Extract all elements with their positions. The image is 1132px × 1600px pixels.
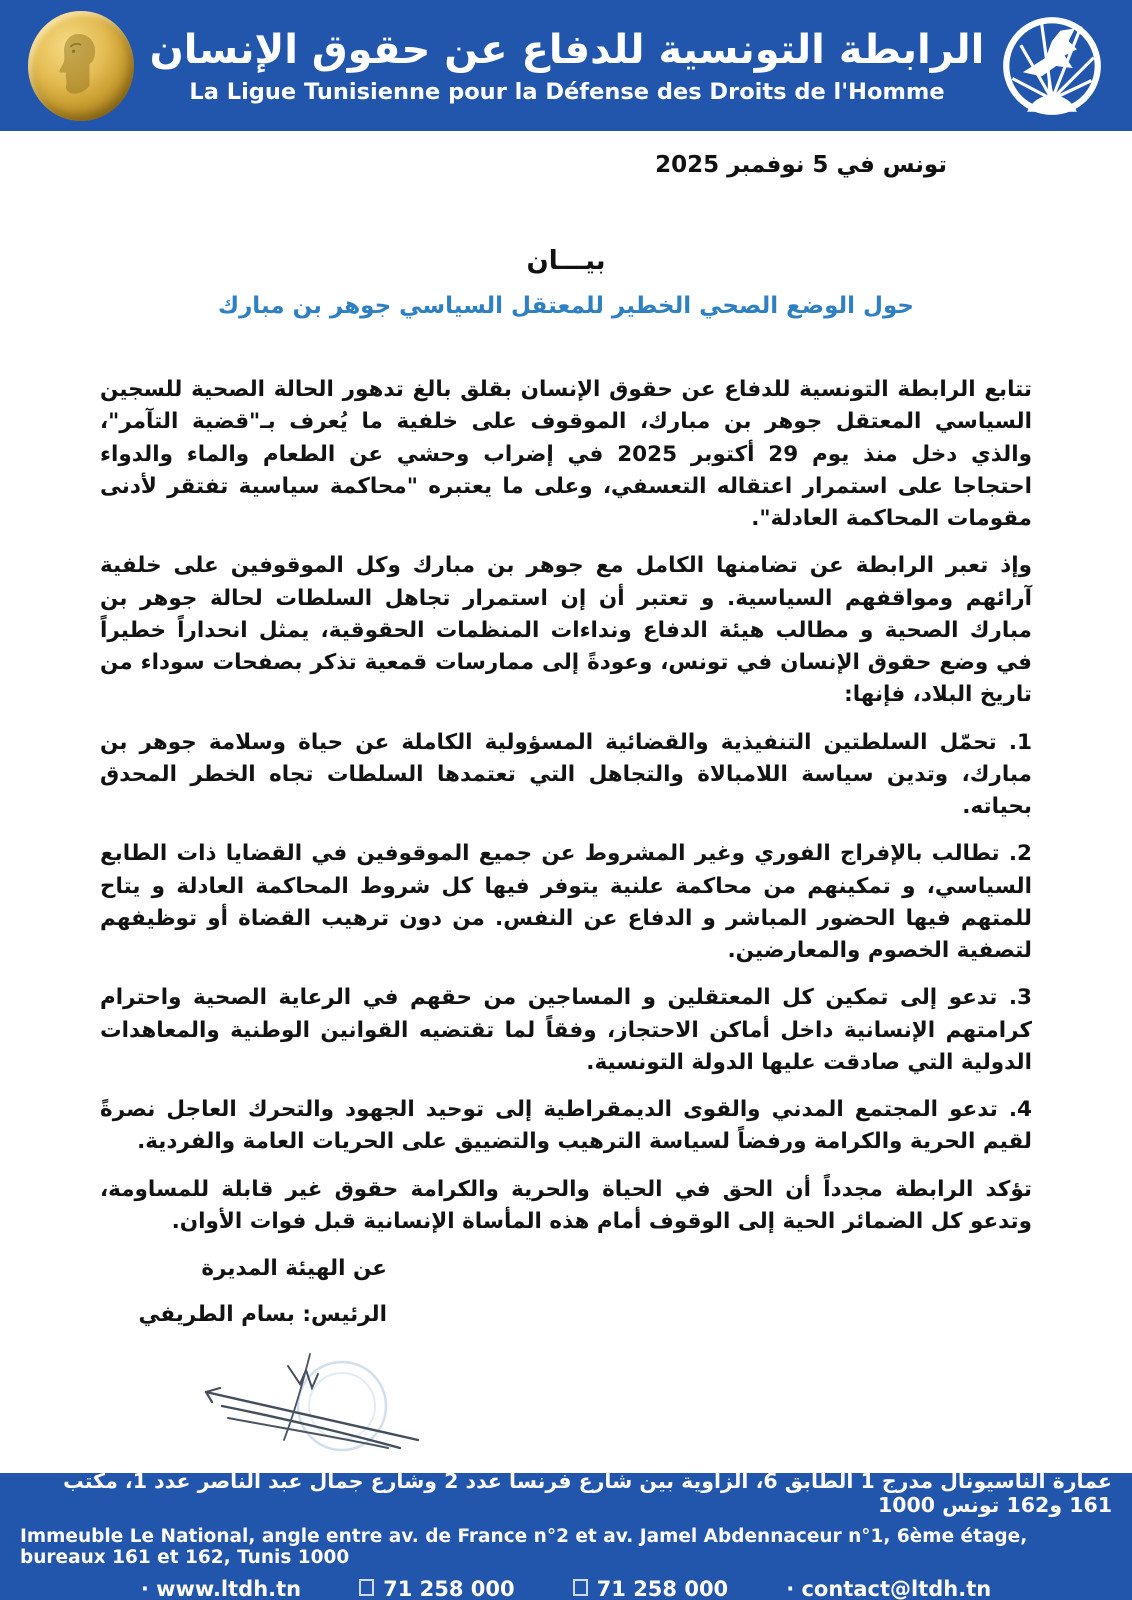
list-item-1: 1. تحمّل السلطتين التنفيذية والقضائية المسؤولية الكاملة عن حياة وسلامة جوهر بن مبارك، وتدين سياسة اللامبالاة والتجاهل التي تعتمدها السلطات تجاه الخطر المحدق بحياته. bbox=[100, 729, 1032, 819]
website-link[interactable]: · www.ltdh.tn bbox=[140, 1576, 302, 1600]
list-item-3: 3. تدعو إلى تمكين كل المعتقلين و المساجين من حقهم في الرعاية الصحية واحترام كرامتهم الإنسانية داخل أماكن الاحتجاز، وفقاً لما تقتضيه القوانين الوطنية والمعاهدات الدولية التي صادقت عليها الدولة التونسية. bbox=[100, 985, 1032, 1075]
org-title-arabic: الرابطة التونسية للدفاع عن حقوق الإنسان bbox=[149, 26, 985, 73]
fax-icon bbox=[573, 1579, 588, 1596]
statement-title: بيـــان bbox=[526, 246, 606, 276]
date-line: تونس في 5 نوفمبر 2025 bbox=[655, 152, 947, 178]
paragraph-closing: تؤكد الرابطة مجدداً أن الحق في الحياة والحرية والكرامة حقوق غير قابلة للمساومة، وتدعو كل الضمائر الحية إلى الوقوف أمام هذه المأساة الإنسانية قبل فوات الأوان. bbox=[100, 1176, 1032, 1234]
medal-profile-engraving bbox=[28, 11, 134, 117]
statement-subtitle: حول الوضع الصحي الخطير للمعتقل السياسي جوهر بن مبارك bbox=[217, 293, 915, 319]
email-link[interactable]: · contact@ltdh.tn bbox=[786, 1576, 992, 1600]
org-title-french: La Ligue Tunisienne pour la Défense des Droits de l'Homme bbox=[189, 78, 945, 105]
phone-icon bbox=[359, 1579, 374, 1596]
footer-contact-line bbox=[141, 1577, 991, 1600]
letterhead-titles bbox=[134, 27, 1000, 105]
letterhead bbox=[0, 0, 1132, 131]
footer bbox=[0, 1468, 1132, 1600]
nobel-medal-icon bbox=[28, 11, 134, 121]
signature-block bbox=[100, 1253, 387, 1332]
ltdh-dove-sun-logo-icon bbox=[1000, 14, 1104, 118]
signature-president-name: الرئيس: بسام الطريفي bbox=[138, 1302, 387, 1328]
phone1-number: 71 258 000 bbox=[383, 1576, 515, 1600]
footer-address-french: Immeuble Le National, angle entre av. de France n°2 et av. Jamel Abdennaceur n°1, 6ème étage, bureaux 161 et 162, Tunis 1000 bbox=[20, 1525, 1028, 1568]
phone1-slot bbox=[359, 1577, 515, 1600]
handwritten-signature bbox=[192, 1344, 442, 1454]
list-item-4: 4. تدعو المجتمع المدني والقوى الديمقراطية إلى توحيد الجهود والتحرك العاجل نصرةً لقيم الحرية والكرامة ورفضاً لسياسة الترهيب والتضييق على الحريات العامة والفردية. bbox=[100, 1097, 1032, 1155]
list-item-2: 2. تطالب بالإفراج الفوري وغير المشروط عن جميع الموقوفين في القضايا ذات الطابع السياسي، و تمكينهم من محاكمة علنية يتوفر فيها كل شروط المحاكمة العادلة و يتاح للمتهم فيها الحضور المباشر و الدفاع عن النفس. من دون ترهيب القضاة أو توظيفهم لتصفية الخصوم والمعارضين. bbox=[100, 841, 1032, 963]
phone2-slot bbox=[573, 1577, 729, 1600]
statement-body bbox=[100, 374, 1032, 1454]
signature-capacity: عن الهيئة المديرة bbox=[201, 1256, 387, 1281]
paragraph-solidarity: وإذ تعبر الرابطة عن تضامنها الكامل مع جوهر بن مبارك وكل الموقوفين على خلفية آرائهم ومواقفهم السياسية. و تعتبر أن إن استمرار تجاهل السلطات لحالة جوهر بن مبارك الصحية و مطالب هيئة الدفاع ونداءات المنظمات الحقوقية، يمثل انحداراً خطيراً في وضع حقوق الإنسان في تونس، وعودةً إلى ممارسات قمعية تذكر بصفحات سوداء من تاريخ البلاد، فإنها: bbox=[100, 553, 1032, 708]
phone2-number: 71 258 000 bbox=[596, 1576, 729, 1600]
footer-address-arabic: عمارة الناسيونال مدرج 1 الطابق 6، الزاوية بين شارع فرنسا عدد 2 وشارع جمال عبد الناصر عدد 1، مكتب 161 و162 تونس 1000 bbox=[63, 1468, 1112, 1517]
paragraph-intro: تتابع الرابطة التونسية للدفاع عن حقوق الإنسان بقلق بالغ تدهور الحالة الصحية للسجين السياسي المعتقل جوهر بن مبارك، الموقوف على خلفية ما يُعرف بـ"قضية التآمر"، والذي دخل منذ يوم 29 أكتوبر 2025 في إضراب وحشي عن الطعام والماء والدواء احتجاجا على استمرار اعتقاله التعسفي، وعلى ما يعتبره "محاكمة سياسية تفتقر لأدنى مقومات المحاكمة العادلة". bbox=[100, 377, 1032, 531]
